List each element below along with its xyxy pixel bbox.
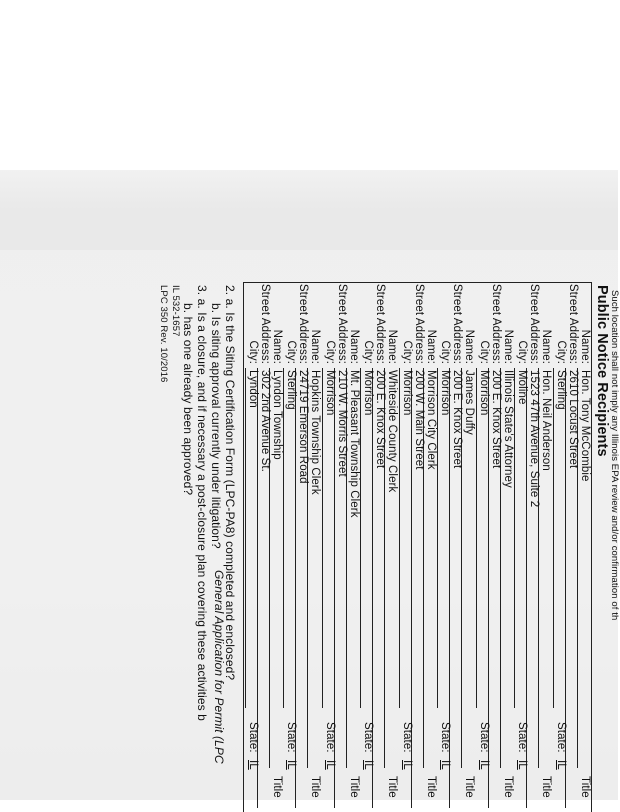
street-label: Street Address:: [567, 283, 579, 364]
form-code: IL 532-1657: [170, 285, 181, 337]
street-label: Street Address:: [336, 283, 348, 364]
city-underline: [438, 368, 439, 708]
title-label: Title: [271, 776, 283, 798]
state-label: State:: [516, 722, 529, 753]
recipient-name[interactable]: Hopkins Township Clerk: [309, 370, 322, 495]
form-revision: LPC 350 Rev. 10/2016: [158, 285, 169, 383]
recipient-city[interactable]: Lyndon: [247, 370, 259, 408]
title-label: Title: [579, 776, 591, 798]
street-label: Street Address:: [259, 283, 271, 364]
section-title: Public Notice Recipients: [594, 285, 610, 457]
state-label: State:: [324, 722, 336, 753]
city-label: City:: [285, 340, 298, 364]
recipient-city[interactable]: Morrison: [324, 370, 336, 416]
title-label: Title: [502, 776, 514, 798]
recipient-state[interactable]: IL: [324, 760, 336, 770]
recipient-city[interactable]: Morrison: [362, 370, 375, 416]
recipient-street[interactable]: 1523 47th Avenue, Suite 2: [528, 370, 541, 508]
recipient-state[interactable]: IL: [555, 760, 567, 770]
street-label: Street Address:: [413, 283, 425, 364]
recipient-city[interactable]: Morrison: [401, 370, 413, 416]
state-label: State:: [401, 722, 413, 753]
table-top-rule: [591, 282, 592, 812]
recipient-state[interactable]: IL: [285, 760, 298, 770]
recipient-street[interactable]: 200 E. Knox Street: [374, 370, 387, 469]
rotated-document: [88, 260, 618, 800]
form-title: General Application for Permit (LPC: [212, 570, 226, 764]
city-label: City:: [439, 340, 452, 364]
city-label: City:: [478, 340, 490, 364]
street-label: Street Address:: [374, 283, 387, 364]
city-label: City:: [362, 340, 375, 364]
question-3b: b. has one already been approved?: [181, 303, 195, 496]
name-label: Name:: [309, 329, 322, 364]
recipient-city[interactable]: Sterling: [285, 370, 298, 410]
city-underline: [245, 368, 246, 708]
recipient-state[interactable]: IL: [401, 760, 413, 770]
city-label: City:: [401, 340, 413, 364]
recipient-state[interactable]: IL: [439, 760, 452, 770]
recipient-city[interactable]: Moline: [516, 370, 529, 405]
recipient-city[interactable]: Morrison: [478, 370, 490, 416]
recipient-name[interactable]: Hon. Tony McCombie: [579, 370, 591, 482]
recipient-name[interactable]: Hon. Neil Anderson: [540, 370, 553, 471]
name-label: Name:: [425, 329, 437, 364]
name-label: Name:: [502, 329, 514, 364]
city-underline: [515, 368, 516, 708]
city-underline: [399, 368, 400, 708]
street-label: Street Address:: [451, 283, 464, 364]
recipient-state[interactable]: IL: [362, 760, 375, 770]
title-label: Title: [309, 776, 322, 798]
name-label: Name:: [540, 329, 553, 364]
city-label: City:: [516, 340, 529, 364]
city-underline: [284, 368, 285, 708]
title-label: Title: [425, 776, 437, 798]
state-label: State:: [362, 722, 375, 753]
street-label: Street Address:: [528, 283, 541, 364]
recipient-city[interactable]: Morrison: [439, 370, 452, 416]
scan-blank-area: [0, 0, 618, 175]
name-label: Name:: [579, 329, 591, 364]
title-label: Title: [540, 776, 553, 798]
recipient-state[interactable]: IL: [478, 760, 490, 770]
state-label: State:: [247, 722, 259, 753]
table-bottom-rule: [243, 282, 244, 812]
recipient-state[interactable]: IL: [516, 760, 529, 770]
recipient-name[interactable]: Mt. Pleasant Township Clerk: [348, 370, 360, 518]
question-2b: b. Is siting approval currently under litigation?: [209, 303, 223, 549]
title-label: Title: [463, 776, 476, 798]
street-label: Street Address:: [297, 283, 310, 364]
title-label: Title: [348, 776, 360, 798]
recipient-street[interactable]: 24719 Emerson Road: [297, 370, 310, 484]
city-underline: [322, 368, 323, 708]
city-underline: [361, 368, 362, 708]
city-underline: [553, 368, 554, 708]
title-label: Title: [386, 776, 399, 798]
cut-off-sentence: Such location shall not imply any Illinois EPA review and/or confirmation of th: [609, 290, 620, 621]
name-label: Name:: [463, 329, 476, 364]
recipient-street[interactable]: 200 W. Main Street: [413, 370, 425, 470]
question-3a: 3. a. Is a closure, and if necessary a post-closure plan covering these activities b: [195, 285, 209, 721]
state-label: State:: [439, 722, 452, 753]
recipient-city[interactable]: Sterling: [555, 370, 567, 410]
city-underline: [476, 368, 477, 708]
street-label: Street Address:: [490, 283, 502, 364]
city-label: City:: [555, 340, 567, 364]
recipient-street[interactable]: 210 W. Morris Street: [336, 370, 348, 477]
recipient-name[interactable]: Illinois State's Attorney: [502, 370, 514, 488]
recipient-street[interactable]: 200 E. Knox Street: [490, 370, 502, 469]
recipient-street[interactable]: 2610 Locust Street: [567, 370, 579, 469]
recipient-state[interactable]: IL: [247, 760, 259, 770]
recipient-street[interactable]: 200 E. Knox Street: [451, 370, 464, 469]
recipient-name[interactable]: James Duffy: [463, 370, 476, 435]
recipient-street[interactable]: 302 2nd Avenue St.: [259, 370, 271, 472]
recipient-name[interactable]: Lyndon Township: [271, 370, 283, 460]
state-label: State:: [555, 722, 567, 753]
recipient-name[interactable]: Morrison City Clerk: [425, 370, 437, 470]
city-label: City:: [247, 340, 259, 364]
question-2a: 2. a. Is the Siting Certification Form (LPC-PA8) completed and enclosed?: [223, 285, 237, 681]
recipient-name[interactable]: Whiteside County Clerk: [386, 370, 399, 493]
name-label: Name:: [271, 329, 283, 364]
city-label: City:: [324, 340, 336, 364]
state-label: State:: [478, 722, 490, 753]
state-label: State:: [285, 722, 298, 753]
name-label: Name:: [348, 329, 360, 364]
name-label: Name:: [386, 329, 399, 364]
